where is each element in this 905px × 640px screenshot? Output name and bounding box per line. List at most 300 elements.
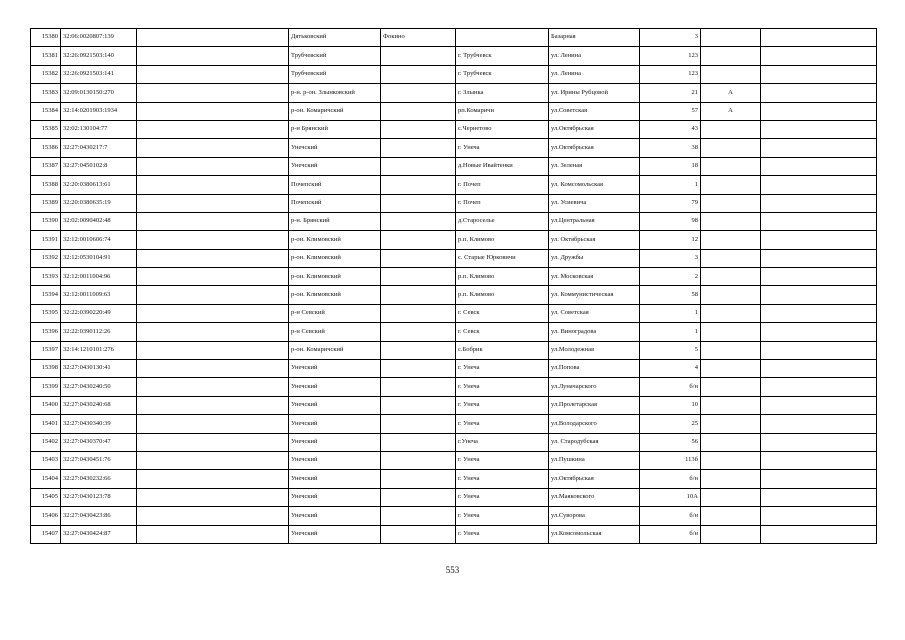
table-row [31,360,877,378]
cell-row-index: 15389 [31,194,61,212]
cell-district: Унечский [289,360,381,378]
table-row [31,29,877,47]
cell-row-index: 15401 [31,415,61,433]
cell-extra-column [761,268,877,286]
cell-settlement: г. Унеча [456,139,549,157]
table-row [31,120,877,138]
cell-building-letter [701,286,761,304]
cell-street: ул. Советская [549,304,640,322]
cell-building-letter [701,360,761,378]
cell-settlement: г. Почеп [456,176,549,194]
cell-settlement: г. Злынка [456,84,549,102]
cell-district: Унечский [289,451,381,469]
cell-street: ул.Молодежная [549,341,640,359]
cell-cadastral-number: 32:20:0380613:61 [61,176,137,194]
cell-row-index: 15395 [31,304,61,322]
table-row [31,415,877,433]
cell-row-index: 15388 [31,176,61,194]
cell-blank-column [137,120,289,138]
cell-blank-column [137,231,289,249]
cell-extra-column [761,507,877,525]
cell-settlement-a [381,157,456,175]
cell-cadastral-number: 32:09:0130150:270 [61,84,137,102]
cell-settlement: г. Унеча [456,470,549,488]
cell-extra-column [761,323,877,341]
cell-building-letter: А [701,102,761,120]
cell-settlement: г. Унеча [456,415,549,433]
cell-district: р-н Севский [289,323,381,341]
cell-row-index: 15396 [31,323,61,341]
cell-district: Почепский [289,194,381,212]
cell-settlement: р.п. Климово [456,286,549,304]
cell-cadastral-number: 32:27:0430123:78 [61,488,137,506]
cell-street: ул.Попова [549,360,640,378]
cell-blank-column [137,268,289,286]
cell-settlement-a [381,304,456,322]
table-row [31,65,877,83]
table-row [31,304,877,322]
cell-house-number: 38 [640,139,701,157]
cell-cadastral-number: 32:27:0430451:76 [61,451,137,469]
cell-row-index: 15393 [31,268,61,286]
cell-row-index: 15381 [31,47,61,65]
cell-cadastral-number: 32:20:0380635:19 [61,194,137,212]
table-row [31,47,877,65]
cell-blank-column [137,29,289,47]
cell-row-index: 15402 [31,433,61,451]
cell-extra-column [761,470,877,488]
cell-settlement-a [381,231,456,249]
cell-building-letter [701,415,761,433]
cell-settlement-a [381,360,456,378]
table-row [31,194,877,212]
cell-row-index: 15407 [31,525,61,543]
cell-building-letter [701,470,761,488]
cell-extra-column [761,360,877,378]
cell-district: Трубчевский [289,47,381,65]
cell-district: р-он. Климовский [289,249,381,267]
cell-street: ул.Володарского [549,415,640,433]
cell-street: ул. Усиевича [549,194,640,212]
cell-row-index: 15403 [31,451,61,469]
cell-cadastral-number: 32:22:0390220:49 [61,304,137,322]
cell-district: р-он. Климовский [289,231,381,249]
cell-house-number: 123 [640,65,701,83]
table-row [31,396,877,414]
cell-settlement-a [381,139,456,157]
cell-house-number: 21 [640,84,701,102]
cell-building-letter [701,249,761,267]
cell-building-letter [701,29,761,47]
cell-district: Унечский [289,470,381,488]
cell-settlement: р.п. Климово [456,268,549,286]
cell-district: Унечский [289,139,381,157]
cell-extra-column [761,378,877,396]
cell-cadastral-number: 32:27:0430130:41 [61,360,137,378]
cell-building-letter [701,396,761,414]
cell-settlement-a [381,194,456,212]
cell-blank-column [137,360,289,378]
cell-settlement: г. Унеча [456,451,549,469]
cell-cadastral-number: 32:26:0921503:141 [61,65,137,83]
cell-blank-column [137,525,289,543]
cell-house-number: 1 [640,323,701,341]
cell-building-letter [701,378,761,396]
cell-extra-column [761,157,877,175]
cell-row-index: 15391 [31,231,61,249]
cell-settlement-a [381,249,456,267]
cell-settlement: д.Новые Ивайтенки [456,157,549,175]
cell-settlement: рп.Комаричи [456,102,549,120]
table-row [31,341,877,359]
cell-extra-column [761,488,877,506]
table-row [31,323,877,341]
cell-street: ул.Луначарского [549,378,640,396]
cell-settlement-a [381,65,456,83]
cell-street: ул.Октябрьская [549,120,640,138]
cell-street: ул.Пролетарская [549,396,640,414]
cell-district: Унечский [289,488,381,506]
table-row [31,84,877,102]
table-row [31,268,877,286]
cell-street: ул.Центральная [549,212,640,230]
table-row [31,451,877,469]
cell-blank-column [137,470,289,488]
cell-blank-column [137,139,289,157]
cell-settlement: г. Унеча [456,488,549,506]
cell-settlement-a [381,268,456,286]
cell-row-index: 15400 [31,396,61,414]
cell-house-number: 57 [640,102,701,120]
cell-building-letter [701,488,761,506]
cell-row-index: 15380 [31,29,61,47]
cell-house-number: б/н [640,507,701,525]
cell-settlement-a [381,488,456,506]
cell-street: ул.Октябрьская [549,470,640,488]
cell-street: ул.Пушкина [549,451,640,469]
cell-row-index: 15394 [31,286,61,304]
cell-blank-column [137,415,289,433]
cell-row-index: 15384 [31,102,61,120]
cell-cadastral-number: 32:02:0090402:48 [61,212,137,230]
cell-building-letter [701,176,761,194]
cell-settlement: г. Трубчевск [456,47,549,65]
cell-blank-column [137,249,289,267]
cell-settlement-a [381,507,456,525]
cell-house-number: 79 [640,194,701,212]
table-row [31,433,877,451]
cell-settlement: г. Унеча [456,396,549,414]
cell-building-letter [701,323,761,341]
cell-settlement: г. Унеча [456,360,549,378]
cell-district: р-н Брянский [289,120,381,138]
cell-house-number: б/н [640,470,701,488]
cell-row-index: 15392 [31,249,61,267]
cell-settlement-a [381,102,456,120]
cell-extra-column [761,65,877,83]
cell-house-number: 98 [640,212,701,230]
cell-street: ул.Советская [549,102,640,120]
property-registry-table [30,28,877,544]
cell-blank-column [137,488,289,506]
cell-cadastral-number: 32:12:0011009:63 [61,286,137,304]
cell-district: р-он. Климовский [289,268,381,286]
cell-house-number: 10 [640,396,701,414]
cell-extra-column [761,176,877,194]
cell-blank-column [137,157,289,175]
cell-street: ул. Ирины Рубцовой [549,84,640,102]
cell-house-number: 1 [640,176,701,194]
cell-building-letter [701,341,761,359]
cell-row-index: 15387 [31,157,61,175]
table-row [31,102,877,120]
cell-cadastral-number: 32:27:0430340:39 [61,415,137,433]
cell-settlement-a [381,323,456,341]
cell-street: ул.Маяковского [549,488,640,506]
cell-settlement: г.Унеча [456,433,549,451]
cell-house-number: 12 [640,231,701,249]
cell-cadastral-number: 32:14:0201903:1934 [61,102,137,120]
table-row [31,176,877,194]
cell-row-index: 15385 [31,120,61,138]
cell-settlement-a [381,341,456,359]
table-row [31,139,877,157]
cell-district: р-он. Комаричский [289,102,381,120]
cell-street: ул. Коммунистическая [549,286,640,304]
cell-extra-column [761,120,877,138]
cell-cadastral-number: 32:12:0010606:74 [61,231,137,249]
cell-building-letter [701,451,761,469]
table-row [31,157,877,175]
cell-district: Унечский [289,415,381,433]
cell-settlement-a [381,378,456,396]
cell-district: Унечский [289,396,381,414]
cell-building-letter [701,268,761,286]
cell-house-number: б/н [640,378,701,396]
cell-extra-column [761,212,877,230]
cell-house-number: 113б [640,451,701,469]
cell-building-letter [701,231,761,249]
cell-settlement: г. Унеча [456,378,549,396]
cell-house-number: 58 [640,286,701,304]
cell-cadastral-number: 32:27:0430370:47 [61,433,137,451]
cell-extra-column [761,194,877,212]
cell-row-index: 15398 [31,360,61,378]
cell-building-letter [701,139,761,157]
cell-street: ул.Октябрьская [549,139,640,157]
cell-house-number: 3 [640,29,701,47]
cell-house-number: 4 [640,360,701,378]
cell-extra-column [761,249,877,267]
cell-building-letter: А [701,84,761,102]
cell-row-index: 15383 [31,84,61,102]
cell-cadastral-number: 32:27:0430232:66 [61,470,137,488]
cell-settlement: г. Почеп [456,194,549,212]
cell-blank-column [137,507,289,525]
cell-blank-column [137,286,289,304]
cell-blank-column [137,451,289,469]
cell-district: р-он. Климовский [289,286,381,304]
cell-cadastral-number: 32:27:0430423:86 [61,507,137,525]
cell-settlement: г. Унеча [456,525,549,543]
cell-cadastral-number: 32:27:0430240:50 [61,378,137,396]
cell-extra-column [761,139,877,157]
cell-street: ул. Ленина [549,47,640,65]
cell-house-number: 5 [640,341,701,359]
cell-row-index: 15382 [31,65,61,83]
cell-settlement-a [381,396,456,414]
cell-settlement: г. Севск [456,323,549,341]
cell-district: Унечский [289,433,381,451]
cell-row-index: 15397 [31,341,61,359]
cell-building-letter [701,507,761,525]
cell-building-letter [701,194,761,212]
cell-building-letter [701,525,761,543]
cell-street: ул. Ленина [549,65,640,83]
cell-row-index: 15405 [31,488,61,506]
cell-blank-column [137,47,289,65]
cell-street: ул. Октябрьская [549,231,640,249]
table-row [31,231,877,249]
table-row [31,249,877,267]
cell-extra-column [761,451,877,469]
cell-building-letter [701,120,761,138]
cell-settlement [456,29,549,47]
cell-cadastral-number: 32:22:0390112:26 [61,323,137,341]
cell-extra-column [761,231,877,249]
cell-house-number: 123 [640,47,701,65]
cell-blank-column [137,84,289,102]
table-row [31,525,877,543]
table-row [31,488,877,506]
table-body [31,29,877,544]
cell-extra-column [761,415,877,433]
cell-house-number: 25 [640,415,701,433]
cell-blank-column [137,378,289,396]
cell-house-number: 56 [640,433,701,451]
cell-blank-column [137,102,289,120]
cell-house-number: 2 [640,268,701,286]
cell-settlement: г. Унеча [456,507,549,525]
cell-street: ул. Дружбы [549,249,640,267]
cell-extra-column [761,47,877,65]
cell-row-index: 15406 [31,507,61,525]
cell-extra-column [761,304,877,322]
cell-house-number: 3 [640,249,701,267]
cell-cadastral-number: 32:26:0921503:140 [61,47,137,65]
cell-extra-column [761,102,877,120]
cell-settlement-a [381,212,456,230]
cell-settlement-a [381,84,456,102]
cell-blank-column [137,304,289,322]
table-row [31,378,877,396]
cell-blank-column [137,176,289,194]
cell-street: ул.Суворова [549,507,640,525]
cell-extra-column [761,84,877,102]
cell-district: Унечский [289,157,381,175]
cell-settlement-a [381,451,456,469]
cell-row-index: 15386 [31,139,61,157]
cell-house-number: 43 [640,120,701,138]
cell-blank-column [137,194,289,212]
cell-blank-column [137,341,289,359]
cell-cadastral-number: 32:06:0020807:139 [61,29,137,47]
cell-district: Унечский [289,507,381,525]
cell-street: ул.Комсомольская [549,525,640,543]
cell-settlement: г. Севск [456,304,549,322]
table-row [31,507,877,525]
cell-settlement: с.Бобрик [456,341,549,359]
cell-extra-column [761,341,877,359]
cell-blank-column [137,212,289,230]
cell-blank-column [137,323,289,341]
cell-cadastral-number: 32:27:0430240:68 [61,396,137,414]
cell-extra-column [761,396,877,414]
cell-house-number: 10А [640,488,701,506]
cell-row-index: 15390 [31,212,61,230]
cell-settlement-a [381,120,456,138]
cell-blank-column [137,65,289,83]
cell-street: ул. Зеленая [549,157,640,175]
cell-building-letter [701,157,761,175]
cell-settlement: д.Староселье [456,212,549,230]
cell-blank-column [137,433,289,451]
cell-settlement-a [381,415,456,433]
cell-street: ул. Комсомольская [549,176,640,194]
cell-street: ул. Виноградова [549,323,640,341]
cell-settlement: р.п. Климово [456,231,549,249]
cell-district: Трубчевский [289,65,381,83]
cell-settlement-a: Фокино [381,29,456,47]
cell-house-number: б/н [640,525,701,543]
cell-cadastral-number: 32:27:0430424:87 [61,525,137,543]
cell-building-letter [701,433,761,451]
cell-street: Базарная [549,29,640,47]
cell-cadastral-number: 32:02:130104:77 [61,120,137,138]
cell-blank-column [137,396,289,414]
cell-settlement-a [381,47,456,65]
cell-cadastral-number: 32:12:0011004:96 [61,268,137,286]
cell-building-letter [701,304,761,322]
cell-row-index: 15404 [31,470,61,488]
cell-district: Почепский [289,176,381,194]
page-number: 553 [445,565,460,575]
cell-building-letter [701,65,761,83]
cell-extra-column [761,525,877,543]
cell-district: р-н. р-он. Злынковский [289,84,381,102]
cell-settlement: г. Трубчевск [456,65,549,83]
cell-extra-column [761,433,877,451]
cell-extra-column [761,29,877,47]
cell-district: Унечский [289,525,381,543]
table-row [31,286,877,304]
cell-building-letter [701,47,761,65]
cell-settlement-a [381,525,456,543]
cell-street: ул. Московская [549,268,640,286]
cell-settlement-a [381,176,456,194]
cell-district: р-он. Комаричский [289,341,381,359]
cell-cadastral-number: 32:12:0530104:91 [61,249,137,267]
cell-house-number: 18 [640,157,701,175]
cell-cadastral-number: 32:14:1210101:276 [61,341,137,359]
table-row [31,470,877,488]
cell-district: Дятьковский [289,29,381,47]
cell-house-number: 1 [640,304,701,322]
cell-extra-column [761,286,877,304]
cell-settlement-a [381,433,456,451]
cell-building-letter [701,212,761,230]
cell-district: р-н Севский [289,304,381,322]
